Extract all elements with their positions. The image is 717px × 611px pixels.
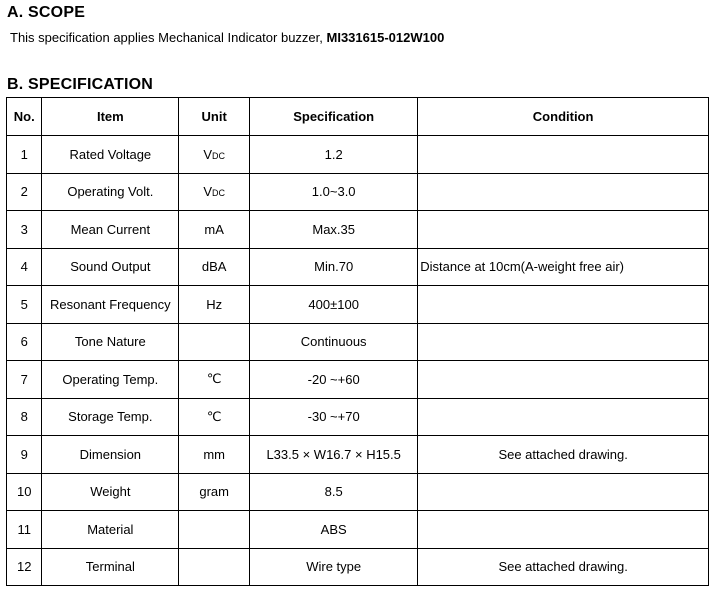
specification-table-body — [7, 136, 709, 586]
unit-symbol: mm — [203, 446, 225, 462]
row-condition — [418, 136, 709, 174]
row-condition — [418, 173, 709, 211]
header-unit: Unit — [179, 98, 250, 136]
row-unit — [179, 211, 250, 249]
row-item: Mean Current — [42, 211, 179, 249]
scope-heading: A. SCOPE — [7, 4, 86, 21]
row-no: 2 — [7, 173, 42, 211]
row-item: Operating Temp. — [42, 361, 179, 399]
row-condition: See attached drawing. — [418, 548, 709, 586]
row-specification: ABS — [250, 511, 418, 549]
row-no: 9 — [7, 436, 42, 474]
specification-table — [6, 97, 709, 586]
row-item: Storage Temp. — [42, 398, 179, 436]
row-item: Sound Output — [42, 248, 179, 286]
row-unit — [179, 248, 250, 286]
unit-subscript: DC — [211, 150, 225, 161]
row-specification: Max.35 — [250, 211, 418, 249]
row-item: Material — [42, 511, 179, 549]
unit-symbol: dBA — [201, 259, 227, 275]
unit-symbol: ℃ — [206, 371, 222, 387]
row-specification: L33.5 × W16.7 × H15.5 — [250, 436, 418, 474]
row-item: Operating Volt. — [42, 173, 179, 211]
row-unit — [179, 136, 250, 174]
row-specification: 1.0~3.0 — [250, 173, 418, 211]
row-condition: See attached drawing. — [418, 436, 709, 474]
table-row — [7, 173, 709, 211]
model-number: MI331615-012W100 — [326, 30, 445, 45]
table-header-row — [7, 98, 709, 136]
row-unit — [179, 473, 250, 511]
row-unit — [179, 286, 250, 324]
row-unit — [179, 398, 250, 436]
row-no: 5 — [7, 286, 42, 324]
row-no: 12 — [7, 548, 42, 586]
table-row — [7, 473, 709, 511]
unit-symbol: V — [203, 146, 212, 162]
scope-sentence: This specification applies Mechanical Indicator buzzer, — [10, 30, 327, 45]
row-no: 4 — [7, 248, 42, 286]
table-row — [7, 511, 709, 549]
table-row — [7, 361, 709, 399]
row-condition — [418, 398, 709, 436]
row-unit — [179, 436, 250, 474]
row-specification: 1.2 — [250, 136, 418, 174]
table-row — [7, 436, 709, 474]
row-unit — [179, 361, 250, 399]
row-unit — [179, 511, 250, 549]
header-condition: Condition — [418, 98, 709, 136]
row-no: 1 — [7, 136, 42, 174]
row-condition — [418, 511, 709, 549]
row-no: 10 — [7, 473, 42, 511]
specification-heading: B. SPECIFICATION — [7, 76, 154, 93]
row-item: Terminal — [42, 548, 179, 586]
row-unit — [179, 173, 250, 211]
row-specification: -30 ~+70 — [250, 398, 418, 436]
row-unit — [179, 323, 250, 361]
row-no: 3 — [7, 211, 42, 249]
row-item: Dimension — [42, 436, 179, 474]
row-item: Resonant Frequency — [42, 286, 179, 324]
unit-symbol: V — [203, 184, 212, 200]
row-no: 11 — [7, 511, 42, 549]
row-unit — [179, 548, 250, 586]
row-item: Rated Voltage — [42, 136, 179, 174]
row-specification: -20 ~+60 — [250, 361, 418, 399]
table-row — [7, 548, 709, 586]
table-row — [7, 323, 709, 361]
row-no: 8 — [7, 398, 42, 436]
row-specification: 8.5 — [250, 473, 418, 511]
row-item: Weight — [42, 473, 179, 511]
unit-symbol: ℃ — [206, 408, 222, 424]
table-row — [7, 136, 709, 174]
header-specification: Specification — [250, 98, 418, 136]
table-row — [7, 248, 709, 286]
row-specification: Continuous — [250, 323, 418, 361]
row-specification: 400±100 — [250, 286, 418, 324]
row-no: 7 — [7, 361, 42, 399]
row-condition — [418, 323, 709, 361]
row-condition — [418, 361, 709, 399]
row-condition: Distance at 10cm(A-weight free air) — [418, 248, 709, 286]
scope-text — [10, 30, 444, 45]
unit-symbol: Hz — [206, 296, 223, 312]
unit-subscript: DC — [211, 188, 225, 199]
header-item: Item — [42, 98, 179, 136]
header-no: No. — [7, 98, 42, 136]
unit-symbol: mA — [204, 221, 224, 237]
unit-symbol: gram — [199, 484, 229, 500]
table-row — [7, 398, 709, 436]
row-condition — [418, 473, 709, 511]
row-specification: Wire type — [250, 548, 418, 586]
table-row — [7, 211, 709, 249]
row-condition — [418, 286, 709, 324]
row-no: 6 — [7, 323, 42, 361]
row-specification: Min.70 — [250, 248, 418, 286]
row-condition — [418, 211, 709, 249]
table-row — [7, 286, 709, 324]
row-item: Tone Nature — [42, 323, 179, 361]
